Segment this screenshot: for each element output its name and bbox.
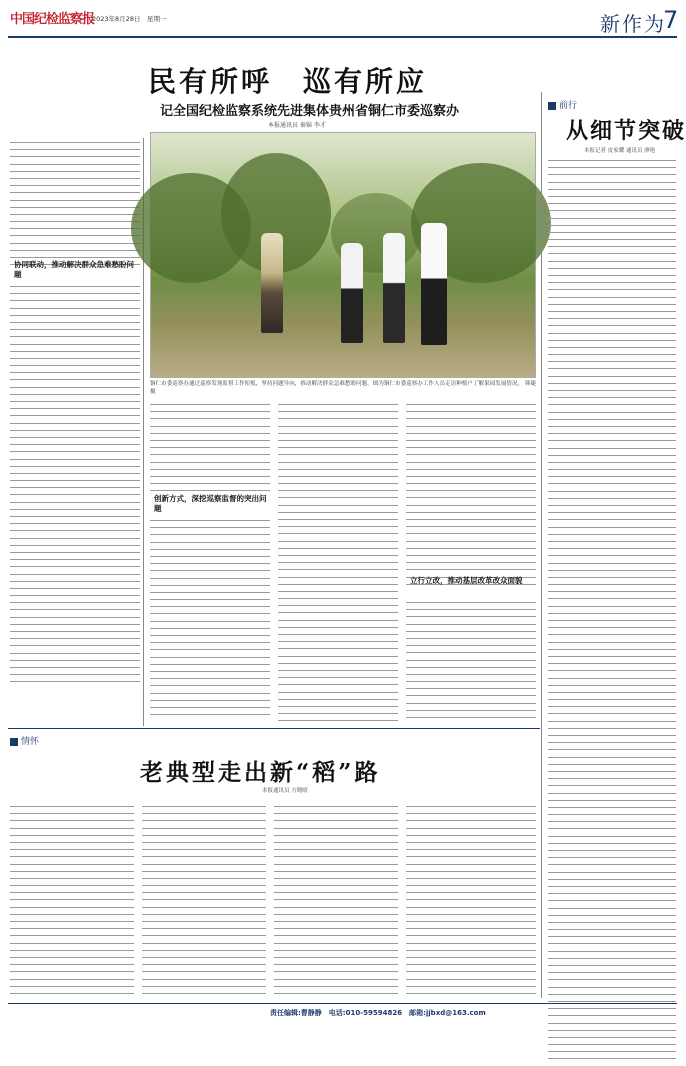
side-article-tag (548, 98, 577, 111)
side-article-body (548, 160, 676, 1066)
main-article-body-col2b (150, 520, 270, 721)
bottom-article-col3 (274, 806, 398, 1000)
side-headline: 从细节突破 (566, 118, 686, 144)
side-tag-label: 前行 (559, 101, 578, 111)
main-article-body-col4 (406, 404, 536, 591)
main-article-body-col1b (10, 286, 140, 689)
footer-info: 责任编辑:曹静静 电话:010-59594826 邮箱:jjbxd@163.com (270, 1009, 486, 1017)
bottom-byline: 本报通讯员 方晓晴 (262, 788, 308, 794)
main-article-body-col1 (10, 142, 140, 271)
tag-square-icon (548, 102, 556, 110)
bottom-article-tag (10, 734, 39, 747)
section-head-3: 立行立改，推动基层改革改众面貌 (410, 576, 523, 585)
bottom-tag-label: 情怀 (21, 737, 40, 747)
bottom-section-rule (8, 728, 540, 729)
footer-rule (8, 1003, 677, 1004)
main-subheadline: 记全国纪检监察系统先进集体贵州省铜仁市委巡察办 (160, 104, 460, 119)
side-byline: 本报记者 皮家耀 通讯员 廖艳 (584, 148, 656, 154)
newspaper-logo: 中国纪检监察报 (10, 12, 95, 27)
main-headline: 民有所呼 巡有所应 (148, 65, 428, 98)
main-article-body-col3 (278, 404, 398, 727)
right-column-divider (541, 92, 542, 998)
main-byline: 本报通讯员 秦锦 李才 (268, 122, 326, 129)
section-head-1: 协同联动，推动解决群众急难愁盼问题 (14, 260, 134, 279)
page-number: 7 (663, 6, 679, 34)
bottom-article-col4 (406, 806, 536, 1000)
news-photo (150, 132, 536, 378)
photo-caption: 铜仁市委巡察办通过巡察发现监督工作短板，坚持问题导向，推动解决群众急难愁盼问题。图为铜仁市委巡察办工作人员走访种植户了解果园发展情况。 韩婕 摄 (150, 381, 536, 395)
bottom-article-col1 (10, 806, 134, 1000)
main-article-body-col2 (150, 404, 270, 497)
bottom-article-col2 (142, 806, 266, 1000)
tag-square-icon (10, 738, 18, 746)
masthead-rule (8, 36, 677, 38)
section-title: 新作为 (600, 12, 666, 36)
section-head-2: 创新方式，深挖巡察监督的突出问题 (154, 494, 267, 513)
issue-date: 2023年8月28日 星期一 (92, 15, 167, 23)
bottom-headline: 老典型走出新“稻”路 (140, 759, 381, 786)
main-article-body-col4b (406, 602, 536, 724)
